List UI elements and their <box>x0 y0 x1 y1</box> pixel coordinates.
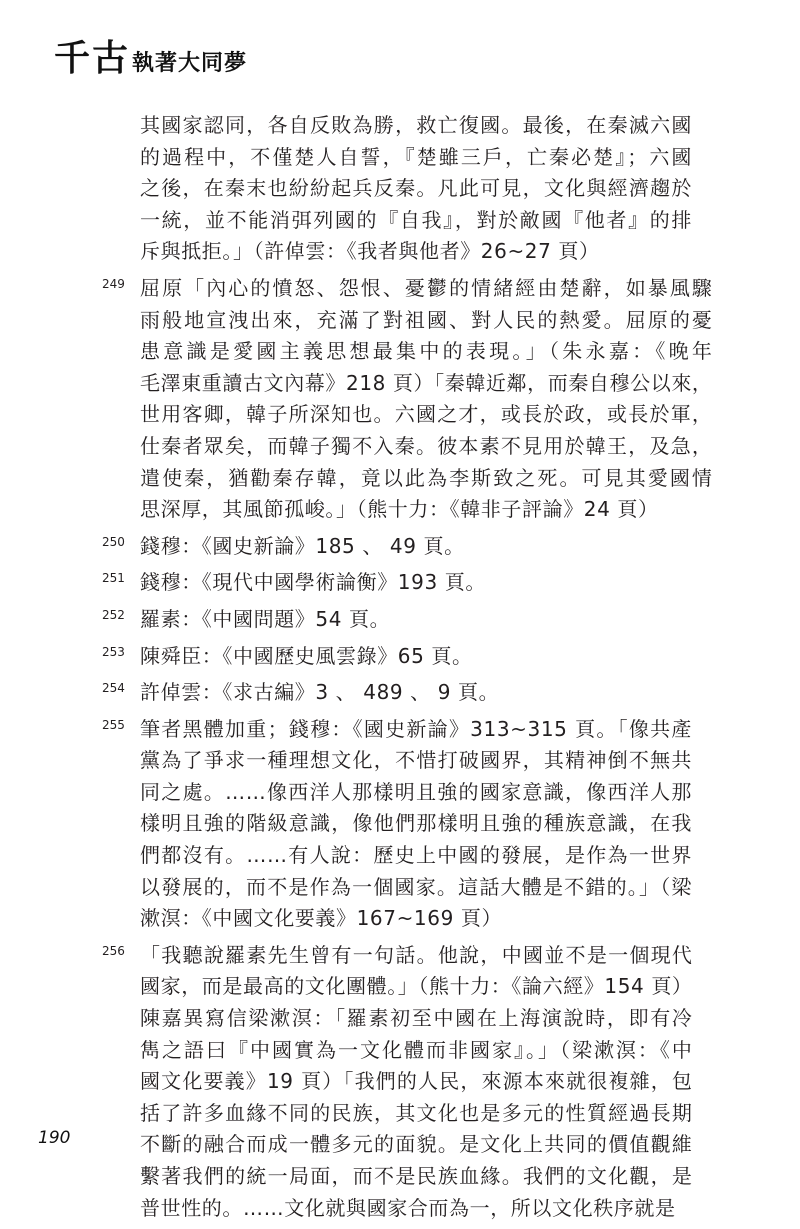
footnote-252 <box>102 604 692 636</box>
footnote-255 <box>102 714 692 935</box>
text-line: 錢穆：《國史新論》185 、 49 頁。 <box>140 533 465 558</box>
text-line: 黨為了爭求一種理想文化，不惜打破國界，其精神倒不無共 <box>140 748 692 773</box>
footnote-253 <box>102 641 692 673</box>
footnote-text <box>140 567 692 599</box>
continuation-footnote <box>102 110 692 268</box>
footnote-number: 249 <box>102 276 125 291</box>
footnote-number: 252 <box>102 607 125 622</box>
continuation-text <box>140 110 692 268</box>
text-line: 仕秦者眾矣，而韓子獨不入秦。彼本素不見用於韓王，及急， <box>140 433 713 458</box>
text-line: 羅素：《中國問題》54 頁。 <box>140 606 391 631</box>
footnote-list <box>102 273 713 1224</box>
footnote-number: 256 <box>102 943 125 958</box>
text-line: 括了許多血緣不同的民族，其文化也是多元的性質經過長期 <box>140 1100 693 1125</box>
footnote-text <box>140 714 692 935</box>
footnote-number: 255 <box>102 717 125 732</box>
footnote-text <box>140 604 692 636</box>
text-line: 「我聽說羅素先生曾有一句話。他說，中國並不是一個現代 <box>140 942 693 967</box>
footnote-text <box>140 677 692 709</box>
footnote-number: 253 <box>102 644 125 659</box>
text-line: 同之處。……像西洋人那樣明且強的國家意識，像西洋人那 <box>140 779 692 804</box>
text-line: 患意識是愛國主義思想最集中的表現。」（朱永嘉：《晚年 <box>140 339 713 364</box>
text-line: 的過程中，不僅楚人自誓，『楚雖三戶，亡秦必楚』；六國 <box>140 144 692 169</box>
footnote-249 <box>102 273 713 526</box>
text-line: 陳嘉異寫信梁漱溟：「羅素初至中國在上海演說時，即有冷 <box>140 1006 693 1031</box>
text-line: 不斷的融合而成一體多元的面貌。是文化上共同的價值觀維 <box>140 1132 693 1157</box>
text-line: 遣使秦，猶勸秦存韓，竟以此為李斯致之死。可見其愛國情 <box>140 465 713 490</box>
text-line: 其國家認同，各自反敗為勝，救亡復國。最後，在秦滅六國 <box>140 113 692 137</box>
footnotes-area <box>102 110 713 1229</box>
text-line: 世用客卿，韓子所深知也。六國之才，或長於政，或長於軍， <box>140 402 713 427</box>
header-title-small: 執著大同夢 <box>132 50 248 76</box>
footnote-text <box>140 641 692 673</box>
text-line: 普世性的。……文化就與國家合而為一，所以文化秩序就是 <box>140 1195 676 1220</box>
text-line: 繫著我們的統一局面，而不是民族血緣。我們的文化觀，是 <box>140 1164 693 1188</box>
text-line: 們都沒有。……有人說：歷史上中國的發展，是作為一世界 <box>140 843 692 868</box>
text-line: 國家，而是最高的文化團體。」（熊十力：《論六經》154 頁） <box>140 974 693 999</box>
text-line: 國文化要義》19 頁）「我們的人民，來源本來就很複雜，包 <box>140 1069 693 1094</box>
text-line: 屈原「內心的憤怒、怨恨、憂鬱的情緒經由楚辭，如暴風驟 <box>140 275 713 300</box>
text-line: 雨般地宣洩出來，充滿了對祖國、對人民的熱愛。屈原的憂 <box>140 307 713 332</box>
text-line: 一統，並不能消弭列國的『自我』，對於敵國『他者』的排 <box>140 207 692 232</box>
footnote-number: 254 <box>102 681 125 696</box>
text-line: 許倬雲：《求古編》3 、 489 、 9 頁。 <box>140 680 500 705</box>
text-line: 陳舜臣：《中國歷史風雲錄》65 頁。 <box>140 643 473 668</box>
header-title-large: 千古 <box>54 37 131 79</box>
footnote-250 <box>102 531 692 563</box>
footnote-254 <box>102 677 692 709</box>
footnote-number: 251 <box>102 571 125 586</box>
footnote-text <box>140 940 693 1224</box>
footnote-256 <box>102 940 692 1224</box>
text-line: 漱溟：《中國文化要義》167~169 頁） <box>140 906 503 931</box>
text-line: 錢穆：《現代中國學術論衡》193 頁。 <box>140 570 486 595</box>
text-line: 樣明且強的階級意識，像他們那樣明且強的種族意識，在我 <box>140 811 692 836</box>
text-line: 毛澤東重讀古文內幕》218 頁）「秦韓近鄰，而秦自穆公以來， <box>140 370 713 395</box>
footnote-number: 250 <box>102 534 125 549</box>
running-header <box>54 38 247 78</box>
text-line: 以發展的，而不是作為一個國家。這話大體是不錯的。」（梁 <box>140 874 692 899</box>
footnote-251 <box>102 567 692 599</box>
footnote-text <box>140 531 692 563</box>
text-line: 筆者黑體加重；錢穆：《國史新論》313~315 頁。「像共產 <box>140 716 692 741</box>
text-line: 思深厚，其風節孤峻。」（熊十力：《韓非子評論》24 頁） <box>140 497 659 522</box>
page-number: 190 <box>38 1128 71 1148</box>
footnote-text <box>140 273 713 526</box>
text-line: 雋之語曰『中國實為一文化體而非國家』。」（梁漱溟：《中 <box>140 1037 693 1062</box>
text-line: 斥與抵拒。」（許倬雲：《我者與他者》26~27 頁） <box>140 239 600 264</box>
text-line: 之後，在秦末也紛紛起兵反秦。凡此可見，文化與經濟趨於 <box>140 176 692 201</box>
